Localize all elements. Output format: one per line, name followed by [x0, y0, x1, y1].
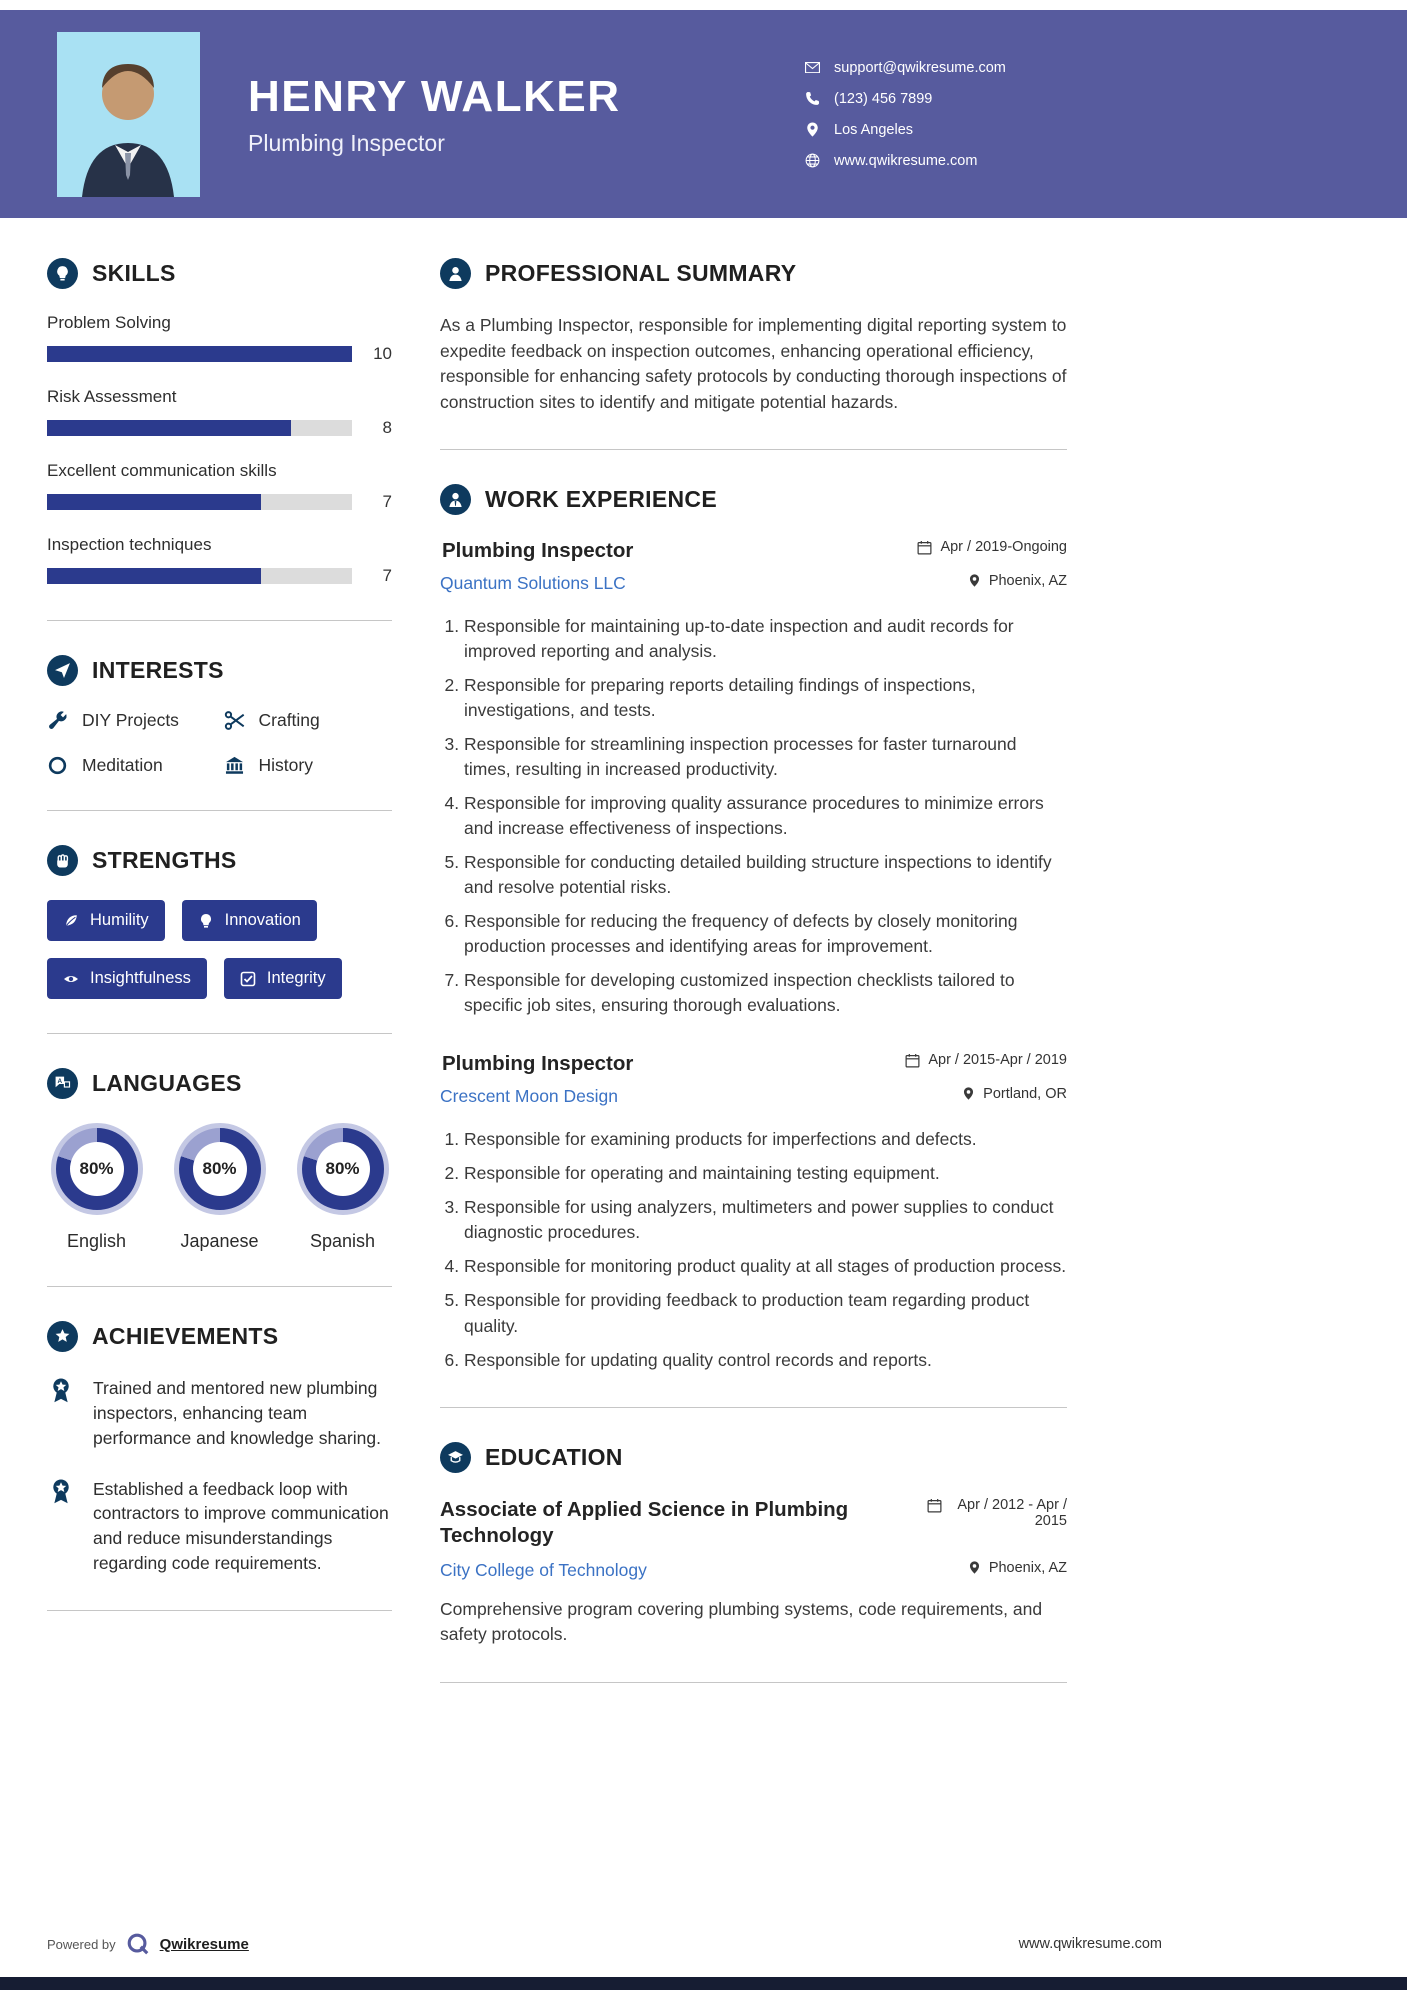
pin-icon	[962, 1087, 975, 1100]
museum-icon	[224, 755, 245, 776]
scissors-icon	[224, 710, 245, 731]
left-column	[47, 258, 392, 1645]
summary-text: As a Plumbing Inspector, responsible for implementing digital reporting system to expedite feedback on inspection outcomes, enhancing operational efficiency, responsible for enhancing safety protocols by conducting thorough inspections of construction sites to identify and mitigate potential hazards.	[440, 315, 1067, 412]
contact-website-text: www.qwikresume.com	[834, 152, 978, 169]
job-bullet: 1. Responsible for maintaining up-to-date inspection and audit records for improved reporting and analysis.	[464, 614, 1067, 664]
achievement-badge-icon	[47, 1376, 77, 1406]
interest-item: Meditation	[47, 755, 216, 776]
job-bullet: 6. Responsible for updating quality control records and reports.	[464, 1348, 1067, 1373]
job-bullet: 2. Responsible for operating and maintaining testing equipment.	[464, 1161, 1067, 1186]
pin-icon	[968, 1561, 981, 1574]
language-item	[47, 1123, 146, 1252]
job-bullet: 1. Responsible for examining products for imperfections and defects.	[464, 1127, 1067, 1152]
job-bullet: 3. Responsible for streamlining inspection processes for faster turnaround times, resulting in increased productivity.	[464, 732, 1067, 782]
leaf-icon	[63, 913, 79, 929]
job-location: Portland, OR	[962, 1086, 1067, 1102]
skills-heading: SKILLS	[92, 260, 176, 286]
bottom-bar	[0, 1977, 1407, 1990]
job-bullet-list	[440, 614, 1067, 1018]
location-icon	[805, 122, 820, 137]
company-link[interactable]: Quantum Solutions LLC	[440, 573, 626, 594]
ring-icon	[47, 755, 68, 776]
achievements-heading: ACHIEVEMENTS	[92, 1323, 279, 1349]
section-divider	[440, 1407, 1067, 1408]
school-link[interactable]: City College of Technology	[440, 1559, 647, 1580]
calendar-icon	[917, 540, 932, 555]
contact-location-text: Los Angeles	[834, 121, 914, 138]
qwikresume-brand-link[interactable]: Qwikresume	[159, 1935, 249, 1953]
profile-photo	[57, 32, 200, 197]
achievement-text: Trained and mentored new plumbing inspectors, enhancing team performance and knowledge sharing.	[93, 1378, 381, 1448]
skill-row: Excellent communication skills 7	[47, 461, 392, 511]
person-job-title: Plumbing Inspector	[248, 129, 445, 156]
language-item	[293, 1123, 392, 1252]
contact-phone[interactable]	[805, 91, 1057, 107]
skill-row: Risk Assessment 8	[47, 387, 392, 437]
graduation-cap-icon	[440, 1442, 471, 1473]
contact-email-text: support@qwikresume.com	[834, 59, 1006, 76]
pin-icon	[968, 574, 981, 587]
skill-value: 10	[373, 344, 392, 363]
language-donut-chart	[297, 1123, 389, 1215]
job-bullet: 4. Responsible for improving quality assurance procedures to minimize errors and increase effectiveness of inspections.	[464, 791, 1067, 841]
powered-by-label: Powered by	[47, 1936, 116, 1952]
interest-item: History	[224, 755, 393, 776]
language-label: Spanish	[309, 1231, 376, 1251]
wrench-icon	[47, 710, 68, 731]
education-dates: Apr / 2012 - Apr / 2015	[927, 1497, 1067, 1529]
calendar-icon	[927, 1498, 942, 1513]
job-entry	[440, 539, 1067, 1018]
fist-icon	[47, 845, 78, 876]
calendar-icon	[905, 1053, 920, 1068]
language-item	[170, 1123, 269, 1252]
email-icon	[805, 60, 820, 75]
bulb-icon	[198, 913, 214, 929]
degree-title: Associate of Applied Science in Plumbing Technology	[440, 1497, 849, 1548]
experience-section	[440, 484, 1067, 1372]
eye-icon	[63, 971, 79, 987]
globe-icon	[805, 153, 820, 168]
translate-icon	[47, 1068, 78, 1099]
skill-bar	[47, 568, 352, 584]
phone-icon	[805, 91, 820, 106]
skill-bar	[47, 494, 352, 510]
job-dates: Apr / 2015-Apr / 2019	[905, 1052, 1067, 1068]
languages-section	[47, 1068, 392, 1252]
language-percent: 80%	[202, 1159, 237, 1178]
language-percent: 80%	[79, 1159, 114, 1178]
achievement-text: Established a feedback loop with contractors to improve communication and reduce misunderstandings regarding code requirements.	[93, 1478, 389, 1574]
strengths-heading: STRENGTHS	[92, 847, 237, 873]
skill-bar	[47, 420, 352, 436]
right-column	[440, 258, 1067, 1717]
job-bullet: 2. Responsible for preparing reports detailing findings of inspections, investigations, and tests.	[464, 673, 1067, 723]
strength-chip: Insightfulness	[47, 958, 207, 999]
contact-block	[805, 60, 1057, 169]
section-divider	[440, 1682, 1067, 1683]
experience-heading: WORK EXPERIENCE	[485, 486, 717, 513]
language-donut-chart	[51, 1123, 143, 1215]
skills-bulb-icon	[47, 258, 78, 289]
qwikresume-logo-icon	[126, 1932, 150, 1956]
skill-row: Problem Solving 10	[47, 313, 392, 363]
check-square-icon	[240, 971, 256, 987]
section-divider	[47, 620, 392, 621]
job-bullet: 4. Responsible for monitoring product quality at all stages of production process.	[464, 1254, 1067, 1279]
footer-website-link[interactable]: www.qwikresume.com	[1018, 1936, 1162, 1952]
section-divider	[440, 449, 1067, 450]
education-heading: EDUCATION	[485, 1443, 623, 1470]
job-dates: Apr / 2019-Ongoing	[917, 539, 1067, 555]
strength-chip: Integrity	[224, 958, 342, 999]
interests-section	[47, 655, 392, 776]
job-title: Plumbing Inspector	[442, 1052, 634, 1076]
paper-plane-icon	[47, 655, 78, 686]
job-title: Plumbing Inspector	[442, 539, 634, 563]
skill-row: Inspection techniques 7	[47, 535, 392, 585]
skill-value: 7	[382, 566, 392, 585]
job-entry	[440, 1052, 1067, 1372]
languages-heading: LANGUAGES	[92, 1070, 242, 1096]
summary-heading: PROFESSIONAL SUMMARY	[485, 260, 797, 286]
person-icon	[440, 258, 471, 289]
company-link[interactable]: Crescent Moon Design	[440, 1086, 618, 1107]
job-bullet-list	[440, 1127, 1067, 1372]
job-bullet: 6. Responsible for reducing the frequency of defects by closely monitoring production processes and identifying areas for improvement.	[464, 909, 1067, 959]
education-section	[440, 1442, 1067, 1648]
section-divider	[47, 810, 392, 811]
achievement-item	[47, 1477, 392, 1576]
strength-chip: Innovation	[182, 900, 317, 941]
language-label: Japanese	[180, 1231, 259, 1251]
star-icon	[47, 1321, 78, 1352]
contact-email[interactable]	[805, 60, 1057, 76]
interests-heading: INTERESTS	[92, 657, 224, 683]
job-bullet: 5. Responsible for providing feedback to production team regarding product quality.	[464, 1288, 1067, 1338]
education-location: Phoenix, AZ	[968, 1560, 1067, 1576]
section-divider	[47, 1286, 392, 1287]
interest-item: DIY Projects	[47, 710, 216, 731]
job-bullet: 5. Responsible for conducting detailed building structure inspections to identify and resolve potential risks.	[464, 850, 1067, 900]
achievements-section	[47, 1321, 392, 1576]
achievement-badge-icon	[47, 1477, 77, 1507]
contact-phone-text: (123) 456 7899	[834, 90, 933, 107]
section-divider	[47, 1610, 392, 1611]
skill-value: 8	[382, 418, 392, 437]
contact-location	[805, 122, 1057, 138]
job-bullet: 7. Responsible for developing customized inspection checklists tailored to specific job sites, ensuring thorough evaluations.	[464, 968, 1067, 1018]
interest-item: Crafting	[224, 710, 393, 731]
job-bullet: 3. Responsible for using analyzers, multimeters and power supplies to conduct diagnostic procedures.	[464, 1195, 1067, 1245]
person-tie-icon	[440, 484, 471, 515]
language-label: English	[66, 1231, 127, 1251]
strength-chip: Humility	[47, 900, 165, 941]
section-divider	[47, 1033, 392, 1034]
summary-section	[440, 258, 1067, 415]
education-description: Comprehensive program covering plumbing systems, code requirements, and safety protocols.	[440, 1598, 1043, 1645]
contact-website[interactable]	[805, 153, 1057, 169]
profile-photo-illustration	[57, 32, 200, 197]
language-donut-chart	[174, 1123, 266, 1215]
skill-value: 7	[382, 492, 392, 511]
language-percent: 80%	[325, 1159, 360, 1178]
achievement-item	[47, 1376, 392, 1451]
strengths-section	[47, 845, 392, 999]
person-name: HENRY WALKER	[248, 71, 621, 121]
skills-section	[47, 258, 392, 586]
footer	[47, 1932, 1162, 1956]
svg-text:A: A	[57, 1077, 63, 1085]
header-band	[0, 10, 1407, 218]
job-location: Phoenix, AZ	[968, 573, 1067, 589]
skill-bar	[47, 346, 352, 362]
